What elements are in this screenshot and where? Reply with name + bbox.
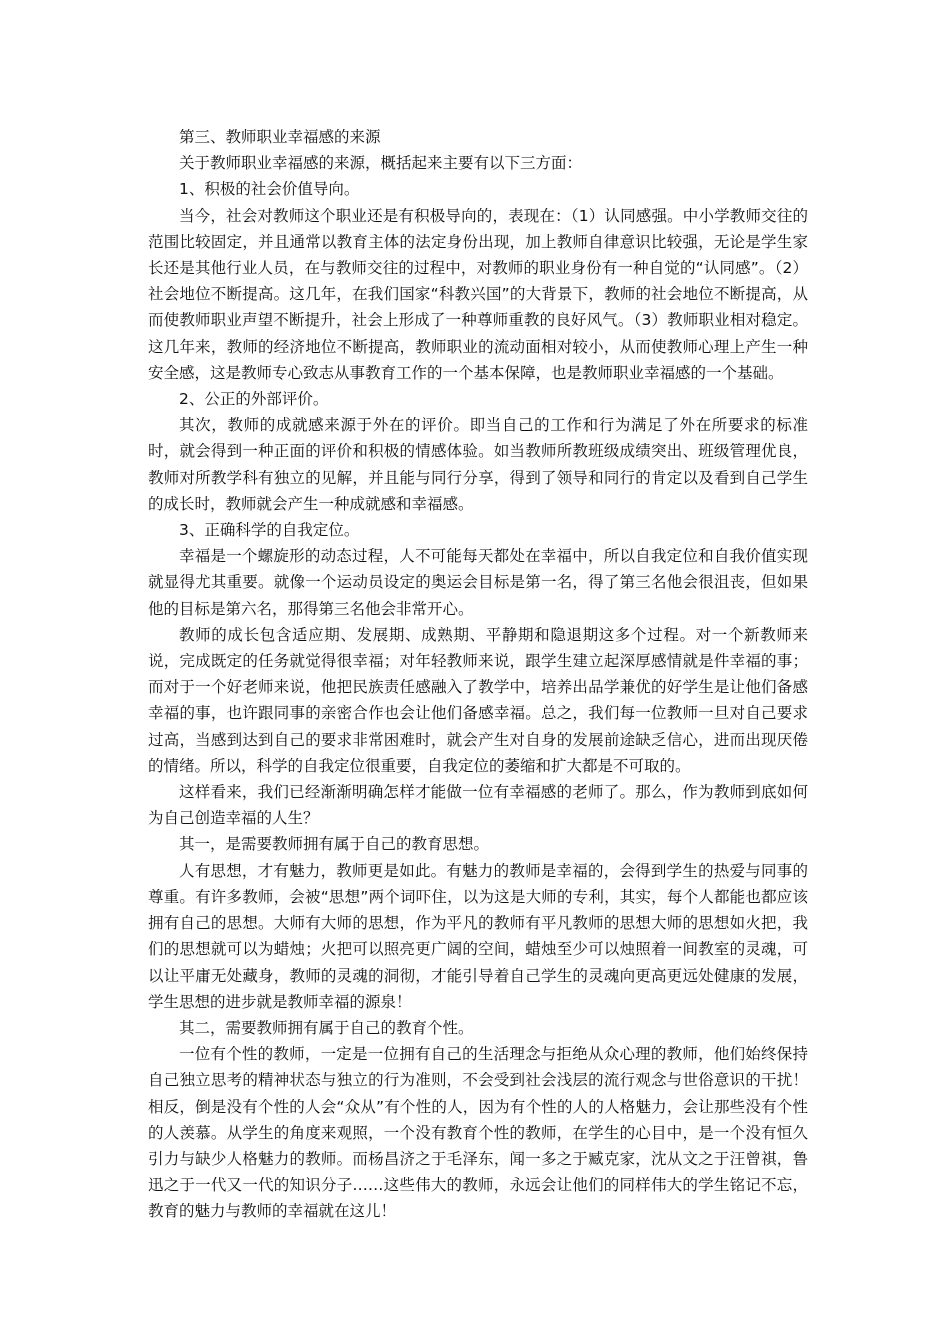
document-body xyxy=(148,124,808,1225)
point-3-heading: 3、正确科学的自我定位。 xyxy=(179,521,360,540)
body-paragraph: 当今，社会对教师这个职业还是有积极导向的，表现在：（1）认同感强。中小学教师交往的范围比较固定，并且通常以教育主体的法定身份出现，加上教师自律意识比较强，无论是学生家长还是其他行业人员，在与教师交往的过程中，对教师的职业身份有一种自觉的“认同感”。（2）社会地位不断提高。这几年，在我们国家“科教兴国”的大背景下，教师的社会地位不断提高，从而使教师职业声望不断提升，社会上形成了一种尊师重教的良好风气。（3）教师职业相对稳定。这几年来，教师的经济地位不断提高，教师职业的流动面相对较小，从而使教师心理上产生一种安全感，这是教师专心致志从事教育工作的一个基本保障，也是教师职业幸福感的一个基础。 xyxy=(148,206,808,382)
body-paragraph: 教师的成长包含适应期、发展期、成熟期、平静期和隐退期这多个过程。对一个新教师来说，完成既定的任务就觉得很幸福；对年轻教师来说，跟学生建立起深厚感情就是件幸福的事；而对于一个好老师来说，他把民族责任感融入了教学中，培养出品学兼优的好学生是让他们备感幸福的事，也许跟同事的亲密合作也会让他们备感幸福。总之，我们每一位教师一旦对自己要求过高，当感到达到自己的要求非常困难时，就会产生对自身的发展前途缺乏信心，进而出现厌倦的情绪。所以，科学的自我定位很重要，自我定位的萎缩和扩大都是不可取的。 xyxy=(148,625,808,775)
body-paragraph: 人有思想，才有魅力，教师更是如此。有魅力的教师是幸福的，会得到学生的热爱与同事的尊重。有许多教师，会被“思想”两个词吓住，以为这是大师的专利，其实，每个人都能也都应该拥有自己的思想。大师有大师的思想，作为平凡的教师有平凡教师的思想大师的思想如火把，我们的思想就可以为蜡烛；火把可以照亮更广阔的空间，蜡烛至少可以烛照着一间教室的灵魂，可以让平庸无处藏身，教师的灵魂的洞彻，才能引导着自己学生的灵魂向更高更远处健康的发展，学生思想的进步就是教师幸福的源泉！ xyxy=(148,861,808,1011)
body-paragraph: 一位有个性的教师，一定是一位拥有自己的生活理念与拒绝从众心理的教师，他们始终保持自己独立思考的精神状态与独立的行为准则，不会受到社会浅层的流行观念与世俗意识的干扰！相反，倒是没有个性的人会“众从”有个性的人，因为有个性的人的人格魅力，会让那些没有个性的人羡慕。从学生的角度来观照，一个没有教育个性的教师，在学生的心目中，是一个没有恒久引力与缺少人格魅力的教师。而杨昌济之于毛泽东，闻一多之于臧克家，沈从文之于汪曾祺，鲁迅之于一代又一代的知识分子……这些伟大的教师，永远会让他们的同样伟大的学生铭记不忘，教育的魅力与教师的幸福就在这儿！ xyxy=(148,1045,808,1221)
body-paragraph: 幸福是一个螺旋形的动态过程，人不可能每天都处在幸福中，所以自我定位和自我价值实现就显得尤其重要。就像一个运动员设定的奥运会目标是第一名，得了第三名他会很沮丧，但如果他的目标是第六名，那得第三名他会非常开心。 xyxy=(148,547,808,618)
intro-paragraph: 关于教师职业幸福感的来源，概括起来主要有以下三方面： xyxy=(179,154,583,173)
body-paragraph: 其次，教师的成就感来源于外在的评价。即当自己的工作和行为满足了外在所要求的标准时，就会得到一种正面的评价和积极的情感体验。如当教师所教班级成绩突出、班级管理优良，教师对所教学科有独立的见解，并且能与同行分享，得到了领导和同行的肯定以及看到自己学生的成长时，教师就会产生一种成就感和幸福感。 xyxy=(148,416,808,513)
point-2-heading: 2、公正的外部评价。 xyxy=(179,390,329,409)
point-1-heading: 1、积极的社会价值导向。 xyxy=(179,180,360,199)
section-heading: 第三、教师职业幸福感的来源 xyxy=(179,128,381,146)
subpoint-2-heading: 其二，需要教师拥有属于自己的教育个性。 xyxy=(179,1018,474,1037)
body-paragraph: 这样看来，我们已经渐渐明确怎样才能做一位有幸福感的老师了。那么，作为教师到底如何为自己创造幸福的人生？ xyxy=(148,783,808,828)
subpoint-1-heading: 其一，是需要教师拥有属于自己的教育思想。 xyxy=(179,835,490,854)
